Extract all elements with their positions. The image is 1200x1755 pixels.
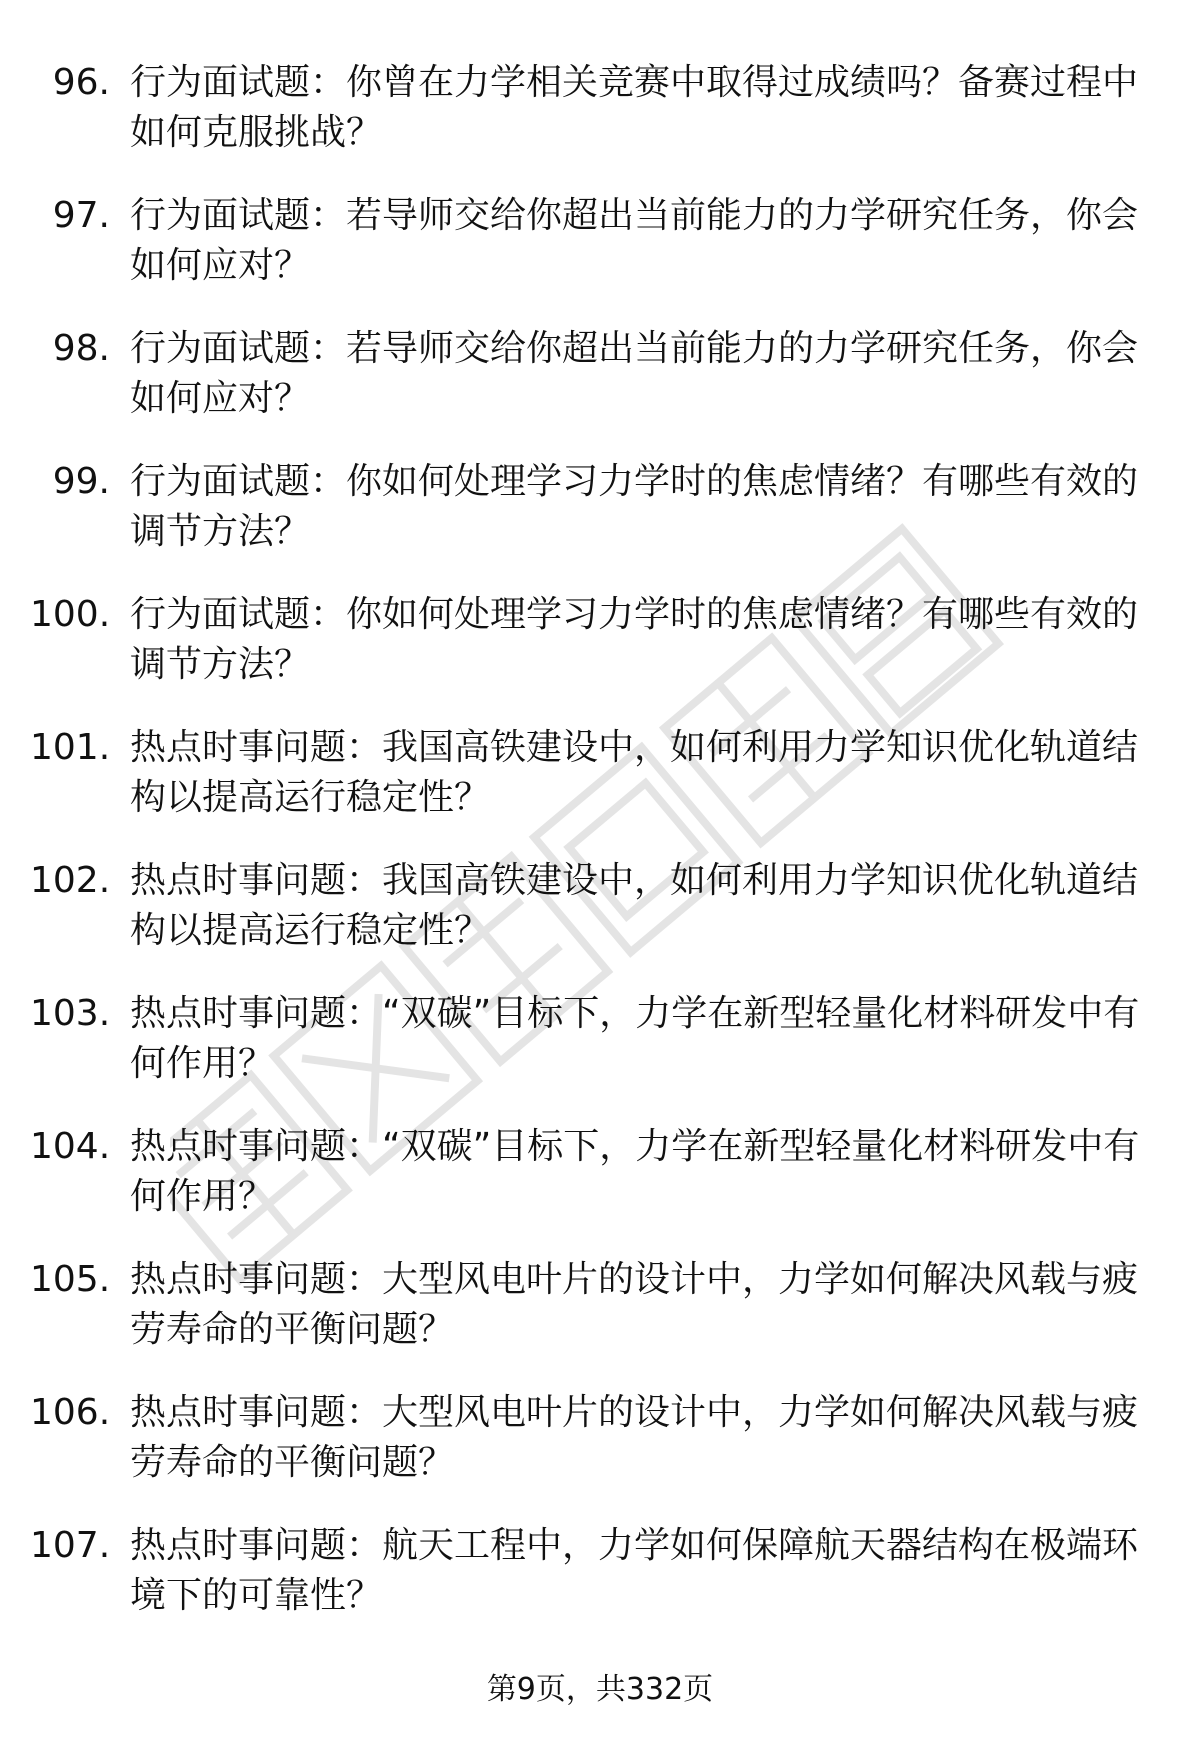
question-item	[30, 191, 1150, 324]
question-item	[30, 58, 1150, 191]
question-list	[30, 58, 1150, 1654]
question-number: 103.	[30, 993, 111, 1034]
question-text: 行为面试题：你曾在力学相关竞赛中取得过成绩吗？备赛过程中如何克服挑战？	[130, 62, 1139, 153]
question-text: 行为面试题：你如何处理学习力学时的焦虑情绪？有哪些有效的调节方法？	[130, 461, 1139, 552]
question-number: 96.	[52, 62, 110, 103]
question-number: 99.	[52, 461, 110, 502]
question-item	[30, 1255, 1150, 1388]
question-text: 行为面试题：若导师交给你超出当前能力的力学研究任务，你会如何应对？	[130, 195, 1139, 286]
question-text: 行为面试题：你如何处理学习力学时的焦虑情绪？有哪些有效的调节方法？	[130, 594, 1139, 685]
question-item	[30, 1122, 1150, 1255]
question-item	[30, 723, 1150, 856]
question-number: 101.	[30, 727, 111, 768]
question-text: 行为面试题：若导师交给你超出当前能力的力学研究任务，你会如何应对？	[130, 328, 1139, 419]
question-text: 热点时事问题：我国高铁建设中，如何利用力学知识优化轨道结构以提高运行稳定性？	[130, 860, 1139, 951]
question-text: 热点时事问题：“双碳”目标下，力学在新型轻量化材料研发中有何作用？	[130, 993, 1140, 1084]
question-number: 105.	[30, 1259, 111, 1300]
question-number: 100.	[30, 594, 111, 635]
question-item	[30, 989, 1150, 1122]
question-text: 热点时事问题：航天工程中，力学如何保障航天器结构在极端环境下的可靠性？	[130, 1525, 1139, 1616]
question-item	[30, 856, 1150, 989]
page-footer: 第9页，共332页	[486, 1672, 714, 1707]
question-number: 97.	[52, 195, 110, 236]
question-text: 热点时事问题：大型风电叶片的设计中，力学如何解决风载与疲劳寿命的平衡问题？	[130, 1259, 1139, 1350]
question-item	[30, 590, 1150, 723]
question-item	[30, 1521, 1150, 1654]
question-item	[30, 457, 1150, 590]
question-text: 热点时事问题：“双碳”目标下，力学在新型轻量化材料研发中有何作用？	[130, 1126, 1140, 1217]
question-number: 107.	[30, 1525, 111, 1566]
question-item	[30, 324, 1150, 457]
question-text: 热点时事问题：大型风电叶片的设计中，力学如何解决风载与疲劳寿命的平衡问题？	[130, 1392, 1139, 1483]
question-item	[30, 1388, 1150, 1521]
question-number: 98.	[52, 328, 110, 369]
question-number: 104.	[30, 1126, 111, 1167]
question-number: 102.	[30, 860, 111, 901]
question-text: 热点时事问题：我国高铁建设中，如何利用力学知识优化轨道结构以提高运行稳定性？	[130, 727, 1139, 818]
question-number: 106.	[30, 1392, 111, 1433]
